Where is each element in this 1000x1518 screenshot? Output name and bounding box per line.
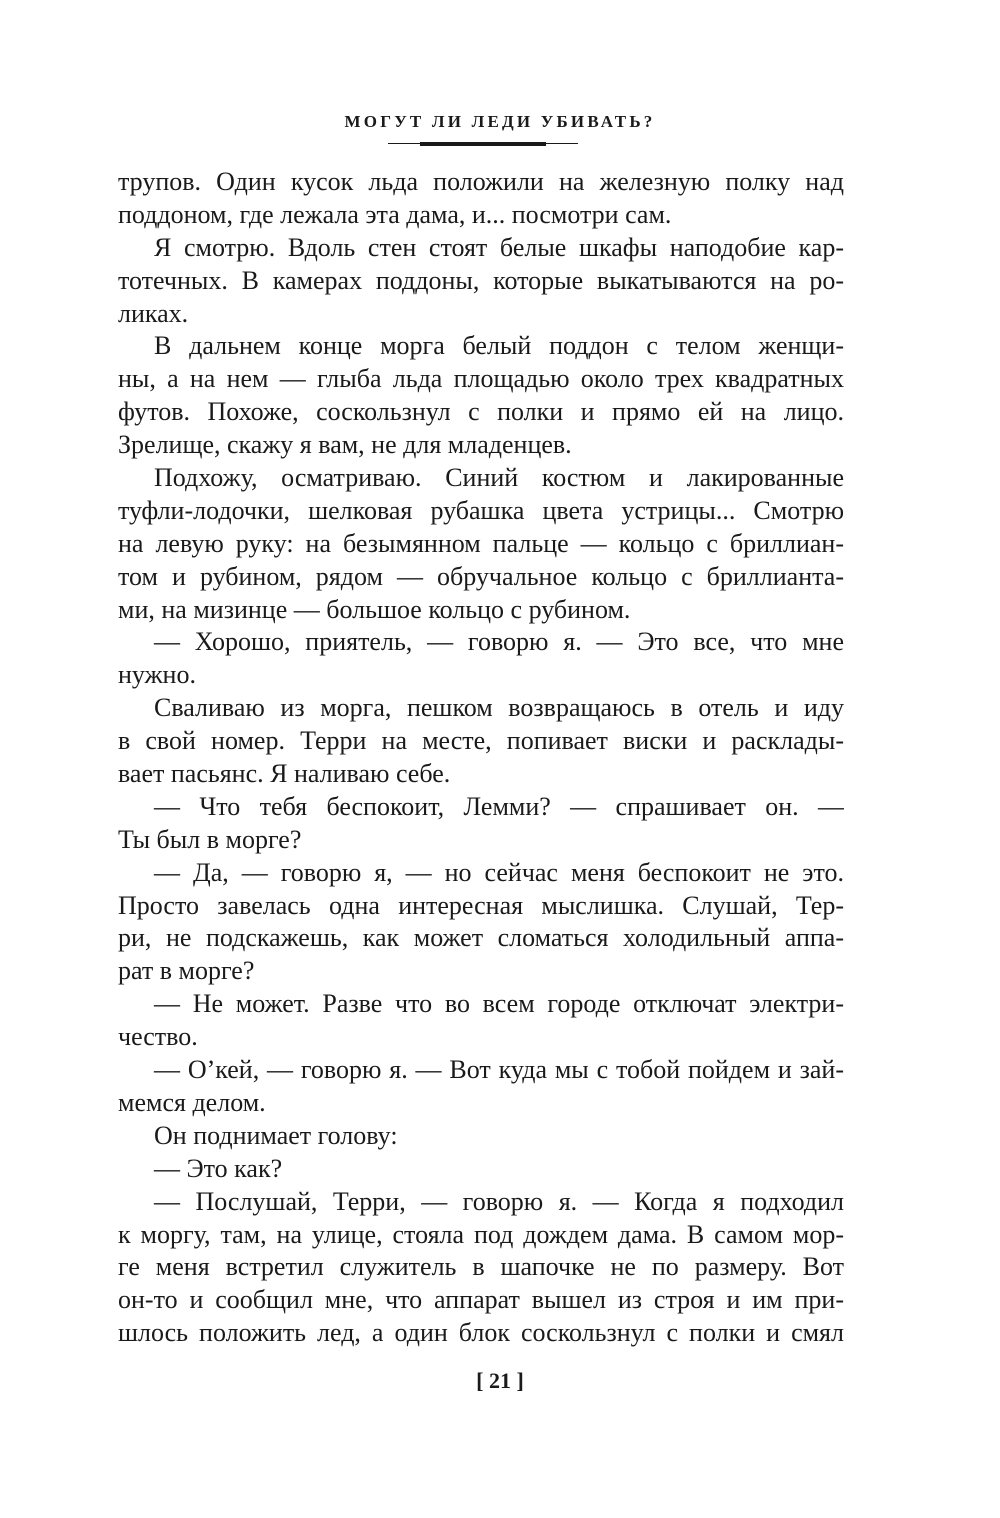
text-line: ны, а на нем — глыба льда площадью около трех квадратных [118,364,844,394]
text-line: тотечных. В камерах поддоны, которые выкатываются на ро- [118,265,844,295]
text-line: ри, не подскажешь, как может сломаться холодильный аппа- [118,923,844,953]
text-line: рат в морге? [118,956,255,986]
text-line: ми, на мизинце — большое кольцо с рубином. [118,594,631,624]
text-line: — Не может. Разве что во всем городе отключат электри- [154,989,844,1019]
text-line: — О’кей, — говорю я. — Вот куда мы с тобой пойдем и зай- [154,1055,844,1085]
text-line: он-то и сообщил мне, что аппарат вышел из строя и им при- [118,1285,844,1315]
text-line: нужно. [118,660,196,690]
body-text [118,166,844,1350]
text-line: туфли-лодочки, шелковая рубашка цвета устрицы... Смотрю [118,495,844,525]
text-line: на левую руку: на безымянном пальце — кольцо с бриллиан- [118,528,844,558]
text-line: Просто завелась одна интересная мыслишка. Слушай, Тер- [118,890,844,920]
text-line: Я смотрю. Вдоль стен стоят белые шкафы наподобие кар- [154,232,844,262]
text-line: Зрелище, скажу я вам, не для младенцев. [118,430,572,460]
text-line: мемся делом. [118,1087,266,1117]
text-line: трупов. Один кусок льда положили на железную полку над [118,167,844,196]
text-line: чество. [118,1022,198,1052]
text-line: к моргу, там, на улице, стояла под дождем дама. В самом мор- [118,1219,844,1249]
text-line: ге меня встретил служитель в шапочке не по размеру. Вот [118,1252,844,1282]
running-head-rule-accent [420,142,546,146]
text-line: шлось положить лед, а один блок соскользнул с полки и смял [118,1318,844,1348]
text-line: — Послушай, Терри, — говорю я. — Когда я подходил [154,1186,844,1216]
text-line: том и рубином, рядом — обручальное кольцо с бриллианта- [118,561,844,591]
text-line: — Да, — говорю я, — но сейчас меня беспокоит не это. [154,857,844,887]
text-line: вает пасьянс. Я наливаю себе. [118,759,451,789]
text-line: — Это как? [154,1153,283,1183]
text-line: поддоном, где лежала эта дама, и... посмотри сам. [118,199,672,229]
text-line: Он поднимает голову: [154,1120,398,1150]
text-line: Подхожу, осматриваю. Синий костюм и лакированные [154,463,844,493]
text-line: футов. Похоже, соскользнул с полки и прямо ей на лицо. [118,397,844,427]
text-line: ликах. [118,298,189,328]
text-line: В дальнем конце морга белый поддон с телом женщи- [154,331,844,361]
text-line: Сваливаю из морга, пешком возвращаюсь в отель и иду [154,693,844,723]
text-line: — Что тебя беспокоит, Лемми? — спрашивает он. — [154,791,844,821]
text-line: в свой номер. Терри на месте, попивает виски и расклады- [118,726,844,756]
page-number: [ 21 ] [476,1368,524,1393]
text-line: — Хорошо, приятель, — говорю я. — Это все, что мне [154,627,844,657]
text-line: Ты был в морге? [118,824,302,854]
running-head-title: МОГУТ ЛИ ЛЕДИ УБИВАТЬ? [344,112,656,131]
